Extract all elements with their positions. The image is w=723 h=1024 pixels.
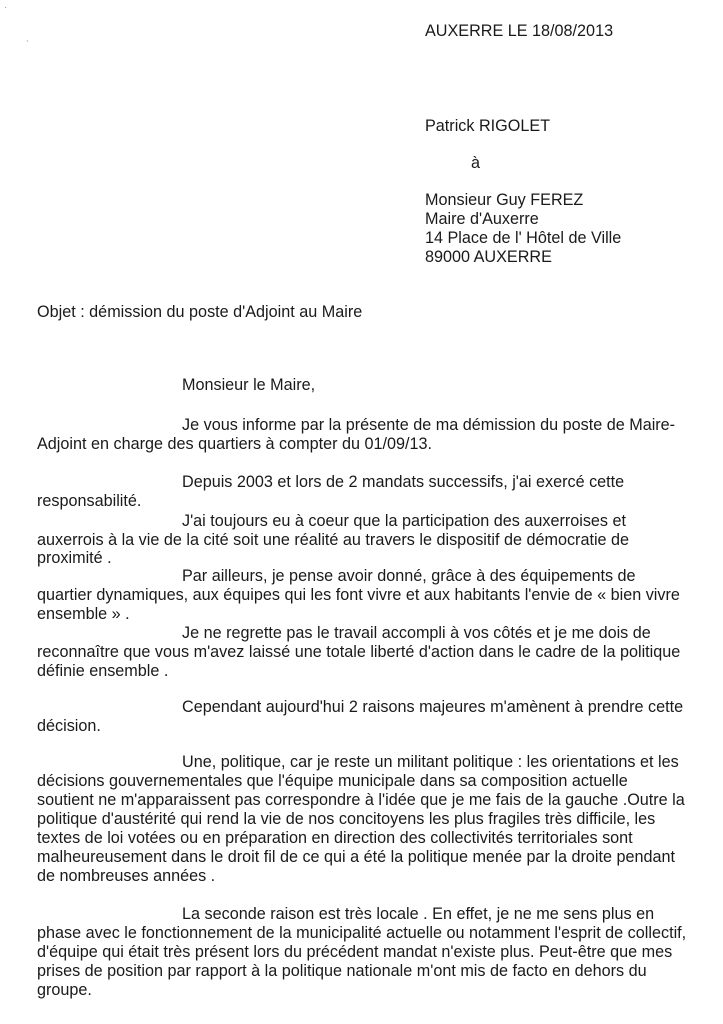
body-line: textes de loi votées ou en préparation en direction des collectivités territoriales sont xyxy=(37,829,633,847)
body-line: auxerrois à la vie de la cité soit une réalité au travers le dispositif de démocratie de xyxy=(37,531,630,549)
body-line: Adjoint en charge des quartiers à compter du 01/09/13. xyxy=(37,435,433,453)
body-line: Une, politique, car je reste un militant politique : les orientations et les xyxy=(182,753,679,771)
body-line: responsabilité. xyxy=(37,492,142,510)
to-word: à xyxy=(471,154,481,172)
body-line: proximité . xyxy=(37,549,112,567)
body-line: prises de position par rapport à la politique nationale m'ont mis de facto en dehors du xyxy=(37,962,647,980)
body-line: définie ensemble . xyxy=(37,662,169,680)
recipient-line: 14 Place de l' Hôtel de Ville xyxy=(425,229,622,247)
body-line: Depuis 2003 et lors de 2 mandats successifs, j'ai exercé cette xyxy=(182,473,625,491)
subject-line: Objet : démission du poste d'Adjoint au Maire xyxy=(37,303,363,321)
scan-speck: · xyxy=(4,2,8,13)
body-line: La seconde raison est très locale . En effet, je ne me sens plus en xyxy=(182,905,655,923)
scan-speck: ˋ xyxy=(26,40,30,51)
place-date: AUXERRE LE 18/08/2013 xyxy=(425,22,614,40)
salutation: Monsieur le Maire, xyxy=(182,376,316,394)
body-line: quartier dynamiques, aux équipes qui les font vivre et aux habitants l'envie de « bien vivre xyxy=(37,586,680,604)
body-line: malheureusement dans le droit fil de ce qui a été la politique menée par la droite pendant xyxy=(37,848,676,866)
body-line: Je vous informe par la présente de ma démission du poste de Maire- xyxy=(182,416,676,434)
body-line: ensemble » . xyxy=(37,605,130,623)
body-line: reconnaître que vous m'avez laissé une totale liberté d'action dans le cadre de la politique xyxy=(37,643,681,661)
recipient-line: Maire d'Auxerre xyxy=(425,210,539,228)
body-line: phase avec le fonctionnement de la municipalité actuelle ou notamment l'esprit de collectif, xyxy=(37,924,687,942)
recipient-line: Monsieur Guy FEREZ xyxy=(425,191,584,209)
body-line: politique d'austérité qui rend la vie de nos concitoyens les plus fragiles très difficile, les xyxy=(37,810,656,828)
body-line: décision. xyxy=(37,717,101,735)
body-line: Par ailleurs, je pense avoir donné, grâce à des équipements de xyxy=(182,567,636,585)
body-line: de nombreuses années . xyxy=(37,867,216,885)
body-line: J'ai toujours eu à coeur que la participation des auxerroises et xyxy=(182,512,627,530)
recipient-line: 89000 AUXERRE xyxy=(425,248,552,266)
body-line: d'équipe qui était très présent lors du précédent mandat n'existe plus. Peut-être que mes xyxy=(37,943,673,961)
body-line: groupe. xyxy=(37,981,92,999)
body-line: décisions gouvernementales que l'équipe municipale dans sa composition actuelle xyxy=(37,772,628,790)
body-line: Je ne regrette pas le travail accompli à vos côtés et je me dois de xyxy=(182,624,651,642)
sender-name: Patrick RIGOLET xyxy=(425,117,551,135)
body-line: Cependant aujourd'hui 2 raisons majeures m'amènent à prendre cette xyxy=(182,698,684,716)
body-line: soutient ne m'apparaissent pas correspondre à l'idée que je me fais de la gauche .Outre la xyxy=(37,791,685,809)
